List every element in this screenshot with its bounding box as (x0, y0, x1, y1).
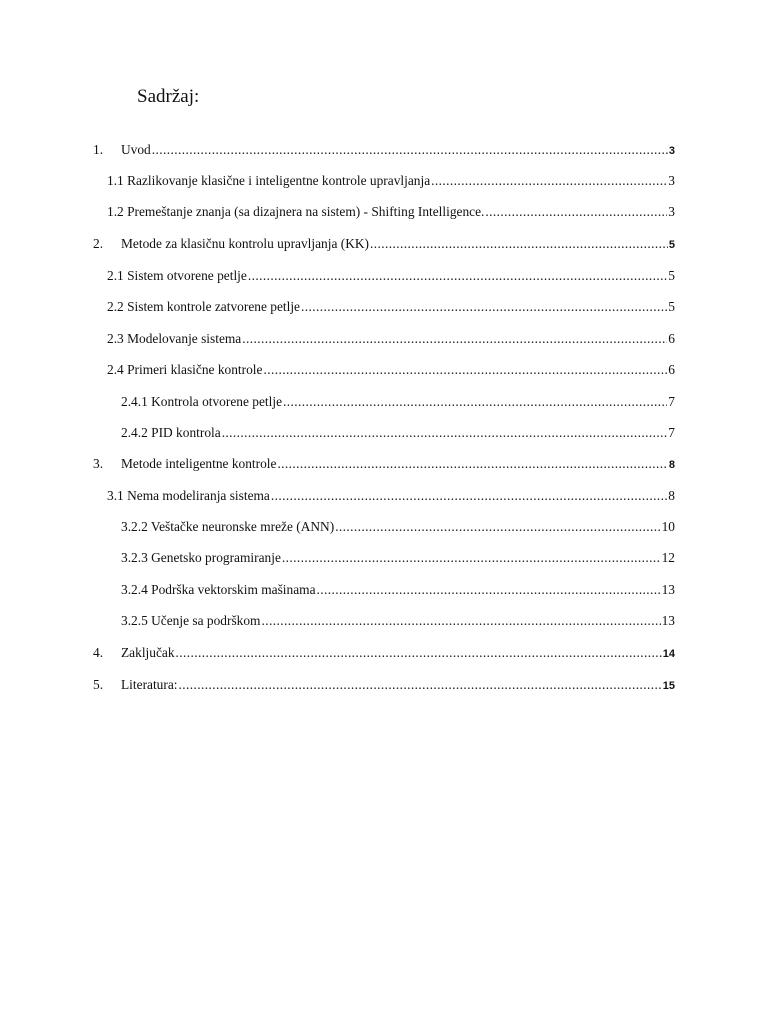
toc-entry-page: 3 (668, 204, 675, 219)
dot-leader (271, 488, 667, 504)
toc-entry[interactable] (107, 204, 675, 220)
dot-leader (370, 236, 668, 252)
toc-entry[interactable] (107, 268, 675, 284)
toc-entry[interactable] (93, 236, 675, 253)
toc-entry-page: 13 (661, 582, 675, 597)
toc-entry-page: 8 (668, 488, 675, 503)
toc-entry-label: Metode za klasičnu kontrolu upravljanja (KK) (121, 236, 370, 251)
dot-leader (301, 299, 667, 315)
toc-entry-label: 2.3 Modelovanje sistema (107, 331, 242, 346)
toc-entry[interactable] (121, 519, 675, 535)
dot-leader (282, 550, 661, 566)
toc-entry-page: 6 (668, 331, 675, 346)
toc-entry[interactable] (107, 488, 675, 504)
toc-entry-label: 1.2 Premeštanje znanja (sa dizajnera na sistem) - Shifting Intelligence. (107, 204, 485, 219)
toc-entry-label: 2.4.1 Kontrola otvorene petlje (121, 394, 283, 409)
toc-entry-label: Zaključak (121, 645, 175, 660)
toc-entry-label: 3.2.5 Učenje sa podrškom (121, 613, 261, 628)
dot-leader (263, 362, 667, 378)
toc-entry-label: Literatura: (121, 677, 178, 692)
toc-entry-page: 3 (668, 173, 675, 188)
toc-entry-number: 1. (93, 142, 104, 157)
toc-entry[interactable] (121, 425, 675, 441)
toc-entry-number: 4. (93, 645, 104, 660)
dot-leader (179, 677, 662, 693)
dot-leader (277, 456, 667, 472)
toc-entry-page: 12 (661, 550, 675, 565)
toc-entry[interactable] (93, 677, 675, 694)
toc-entry-label: Uvod (121, 142, 151, 157)
toc-entry-page: 10 (661, 519, 675, 534)
dot-leader (248, 268, 667, 284)
toc-entry[interactable] (121, 582, 675, 598)
toc-entry[interactable] (93, 142, 675, 159)
toc-entry-number: 2. (93, 236, 104, 251)
dot-leader (431, 173, 667, 189)
toc-entry-page: 5 (668, 239, 675, 251)
toc-entry[interactable] (121, 394, 675, 410)
dot-leader (152, 142, 668, 158)
dot-leader (317, 582, 661, 598)
toc-entry-label: 3.2.3 Genetsko programiranje (121, 550, 281, 565)
toc-entry-page: 8 (668, 459, 675, 471)
dot-leader (485, 204, 667, 220)
toc-entry-page: 7 (668, 394, 675, 409)
toc-entry[interactable] (93, 456, 675, 473)
toc-entry-label: 2.4 Primeri klasične kontrole (107, 362, 263, 377)
toc-entry-label: 2.2 Sistem kontrole zatvorene petlje (107, 299, 300, 314)
toc-entry-label: 1.1 Razlikovanje klasične i inteligentne kontrole upravljanja (107, 173, 431, 188)
toc-entry-page: 14 (662, 648, 675, 660)
toc-entry-page: 13 (661, 613, 675, 628)
toc-entry-page: 3 (668, 145, 675, 157)
toc-entry[interactable] (107, 331, 675, 347)
toc-entry-label: 2.1 Sistem otvorene petlje (107, 268, 247, 283)
dot-leader (261, 613, 660, 629)
dot-leader (176, 645, 662, 661)
toc-entry-page: 5 (668, 268, 675, 283)
toc-title: Sadržaj: (137, 86, 200, 107)
toc-entry-number: 5. (93, 677, 104, 692)
toc-entry[interactable] (93, 645, 675, 662)
dot-leader (222, 425, 668, 441)
dot-leader (283, 394, 667, 410)
dot-leader (335, 519, 660, 535)
toc-entry-label: 3.1 Nema modeliranja sistema (107, 488, 270, 503)
toc-entry[interactable] (107, 362, 675, 378)
toc-entry-page: 15 (662, 680, 675, 692)
toc-entry-page: 6 (668, 362, 675, 377)
toc-entry[interactable] (107, 173, 675, 189)
toc-entry-label: 2.4.2 PID kontrola (121, 425, 221, 440)
toc-entry[interactable] (107, 299, 675, 315)
toc-entry-page: 5 (668, 299, 675, 314)
dot-leader (242, 331, 667, 347)
toc-entry[interactable] (121, 613, 675, 629)
toc-entry-label: 3.2.2 Veštačke neuronske mreže (ANN) (121, 519, 335, 534)
toc-entry-number: 3. (93, 456, 104, 471)
toc-entry-label: Metode inteligentne kontrole (121, 456, 277, 471)
toc-entry-label: 3.2.4 Podrška vektorskim mašinama (121, 582, 316, 597)
toc-entry-page: 7 (668, 425, 675, 440)
toc-entry[interactable] (121, 550, 675, 566)
